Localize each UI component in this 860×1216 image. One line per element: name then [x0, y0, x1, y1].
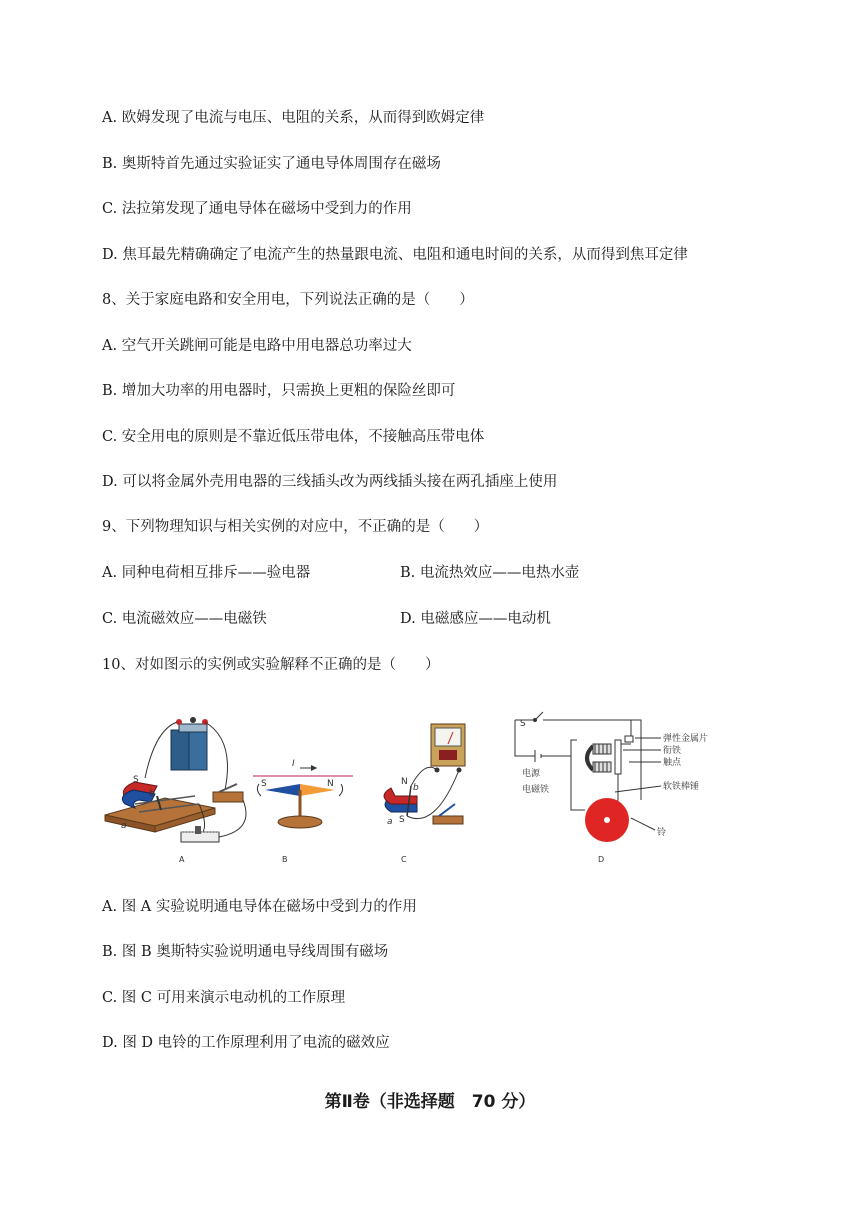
fig-b-label-n: N	[327, 779, 334, 789]
fig-a-label-a: a	[121, 821, 127, 831]
fig-c-label-n: N	[401, 777, 408, 787]
q10-figure	[95, 700, 755, 870]
fig-d-label-hammer: 软铁棒锤	[663, 782, 700, 792]
fig-caption-d: D	[598, 855, 605, 864]
q7-option-d: D. 焦耳最先精确确定了电流产生的热量跟电流、电阻和通电时间的关系，从而得到焦耳定律	[102, 247, 688, 263]
q10-option-a: A. 图 A 实验说明通电导体在磁场中受到力的作用	[102, 899, 417, 915]
fig-caption-b: B	[282, 855, 288, 864]
fig-a-label-s: S	[133, 775, 139, 785]
fig-b-label-i: I	[292, 759, 295, 769]
q8-option-c: C. 安全用电的原则是不靠近低压带电体，不接触高压带电体	[102, 429, 485, 445]
q7-option-b: B. 奥斯特首先通过实验证实了通电导体周围存在磁场	[102, 156, 441, 172]
fig-c-label-b: b	[413, 783, 419, 793]
fig-d-label-spring-strip: 弹性金属片	[663, 734, 709, 744]
fig-d-label-s: S	[520, 719, 526, 729]
figure-c	[384, 724, 465, 827]
q10-stem: 10、对如图示的实例或实验解释不正确的是（ ）	[102, 657, 440, 673]
q8-option-a: A. 空气开关跳闸可能是电路中用电器总功率过大	[102, 338, 412, 354]
fig-d-label-bell: 铃	[657, 828, 667, 838]
q9-stem: 9、下列物理知识与相关实例的对应中，不正确的是（ ）	[102, 519, 489, 535]
q8-stem: 8、关于家庭电路和安全用电，下列说法正确的是（ ）	[102, 292, 474, 308]
q10-option-c: C. 图 C 可用来演示电动机的工作原理	[102, 990, 346, 1006]
q8-option-b: B. 增加大功率的用电器时，只需换上更粗的保险丝即可	[102, 383, 456, 399]
figure-a	[105, 717, 246, 842]
q10-option-d: D. 图 D 电铃的工作原理利用了电流的磁效应	[102, 1035, 390, 1051]
fig-caption-c: C	[401, 855, 407, 864]
fig-d-label-electromagnet: 电磁铁	[522, 785, 550, 795]
q9-option-d: D. 电磁感应——电动机	[400, 611, 551, 627]
fig-d-label-power: 电源	[522, 769, 541, 779]
q9-option-c: C. 电流磁效应——电磁铁	[102, 611, 267, 627]
figure-b	[253, 759, 353, 828]
fig-c-label-s: S	[399, 815, 405, 825]
fig-caption-a: A	[179, 855, 185, 864]
fig-b-label-s: S	[261, 779, 267, 789]
q7-option-a: A. 欧姆发现了电流与电压、电阻的关系，从而得到欧姆定律	[102, 110, 485, 126]
bell-center	[604, 817, 610, 823]
q10-option-b: B. 图 B 奥斯特实验说明通电导线周围有磁场	[102, 944, 389, 960]
q9-option-b: B. 电流热效应——电热水壶	[400, 565, 580, 581]
fig-d-label-contact: 触点	[663, 758, 682, 768]
fig-c-label-a: a	[387, 817, 393, 827]
fig-d-label-armature: 衔铁	[663, 746, 682, 756]
q7-option-c: C. 法拉第发现了通电导体在磁场中受到力的作用	[102, 201, 412, 217]
q9-option-a: A. 同种电荷相互排斥——验电器	[102, 565, 311, 581]
fig-a-label-b: b	[149, 789, 155, 799]
section-title: 第Ⅱ卷（非选择题 70 分）	[324, 1092, 536, 1112]
q8-option-d: D. 可以将金属外壳用电器的三线插头改为两线插头接在两孔插座上使用	[102, 474, 558, 490]
